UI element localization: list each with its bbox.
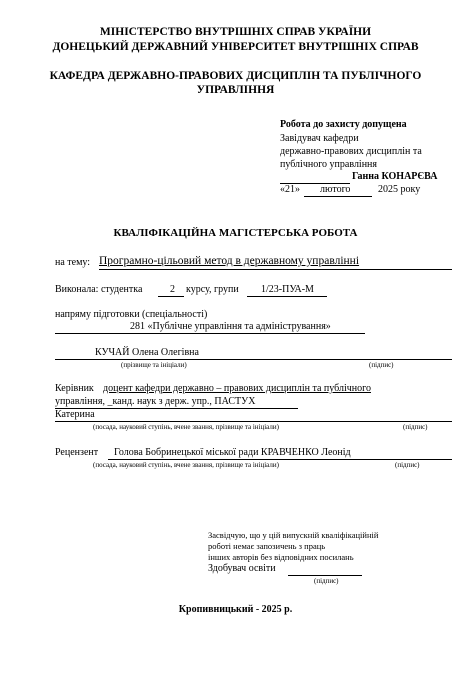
approval-date-year: 2025 року <box>378 184 421 195</box>
performer-course: 2 <box>170 284 175 295</box>
footer-city-year: Кропивницький - 2025 р. <box>178 604 293 615</box>
group-underline <box>247 296 327 297</box>
ministry-heading: МІНІСТЕРСТВО ВНУТРІШНІХ СПРАВ УКРАЇНИ <box>99 26 372 38</box>
supervisor-caption: (посада, науковий ступінь, вчене звання, прізвище та ініціали) <box>93 423 279 431</box>
direction-value: 281 «Публічне управління та адміністрування» <box>130 321 331 332</box>
approval-line1: Завідувач кафедри <box>280 133 359 144</box>
head-name: Ганна КОНАРЄВА <box>352 171 438 182</box>
work-title: КВАЛІФІКАЦІЙНА МАГІСТЕРСЬКА РОБОТА <box>113 227 358 239</box>
approval-title: Робота до захисту допущена <box>280 119 407 130</box>
student-name-caption: (прізвище та ініціали) <box>121 361 187 369</box>
certification-line2: роботі немає запозичень з праць <box>208 541 326 551</box>
student-signature-caption: (підпис) <box>369 361 394 369</box>
supervisor-signature-caption: (підпис) <box>403 423 428 431</box>
approval-date-day: «21» <box>280 184 300 195</box>
direction-label: напряму підготовки (спеціальності) <box>55 309 208 320</box>
department-heading-line1: КАФЕДРА ДЕРЖАВНО-ПРАВОВИХ ДИСЦИПЛІН ТА ПУБЛІЧНОГО <box>49 70 422 82</box>
supervisor-line1: доцент кафедри державно – правових дисциплін та публічного <box>103 383 371 394</box>
applicant-signature-line <box>288 575 362 576</box>
supervisor-underline <box>55 421 452 422</box>
applicant-signature-caption: (підпис) <box>314 577 339 585</box>
approval-line2: державно-правових дисциплін та <box>280 146 422 157</box>
performer-label: Виконала: студентка <box>55 284 143 295</box>
performer-group: 1/23-ПУА-М <box>261 284 314 295</box>
supervisor-line2: управління, _канд. наук з держ. упр., ПАСТУХ <box>55 396 256 407</box>
reviewer-underline <box>108 459 452 460</box>
university-heading: ДОНЕЦЬКИЙ ДЕРЖАВНИЙ УНІВЕРСИТЕТ ВНУТРІШНІХ СПРАВ <box>52 41 419 53</box>
direction-underline <box>55 333 365 334</box>
approval-line3: публічного управління <box>280 159 378 170</box>
topic-underline <box>99 269 452 270</box>
approval-date-month: лютого <box>320 184 351 195</box>
certification-line1: Засвідчую, що у цій випускній кваліфікаційній <box>208 530 379 540</box>
topic-label: на тему: <box>55 257 91 268</box>
reviewer-caption: (посада, науковий ступінь, вчене звання, прізвище та ініціали) <box>93 461 279 469</box>
certification-line3: інших авторів без відповідних посилань <box>208 552 354 562</box>
date-month-line <box>304 196 372 197</box>
reviewer-signature-caption: (підпис) <box>395 461 420 469</box>
reviewer-value: Голова Бобринецької міської ради КРАВЧЕНКО Леонід <box>114 447 351 458</box>
student-name: КУЧАЙ Олена Олегівна <box>95 347 199 358</box>
performer-course-label: курсу, групи <box>186 284 239 295</box>
supervisor-line3: Катерина <box>55 409 95 420</box>
reviewer-label: Рецензент <box>55 447 99 458</box>
supervisor-label: Керівник <box>55 383 94 394</box>
student-underline <box>55 359 452 360</box>
certification-applicant: Здобувач освіти <box>208 563 276 574</box>
department-heading-line2: УПРАВЛІННЯ <box>196 84 275 96</box>
course-underline <box>158 296 184 297</box>
topic-value: Програмно-цільовий метод в державному управлінні <box>99 255 360 267</box>
